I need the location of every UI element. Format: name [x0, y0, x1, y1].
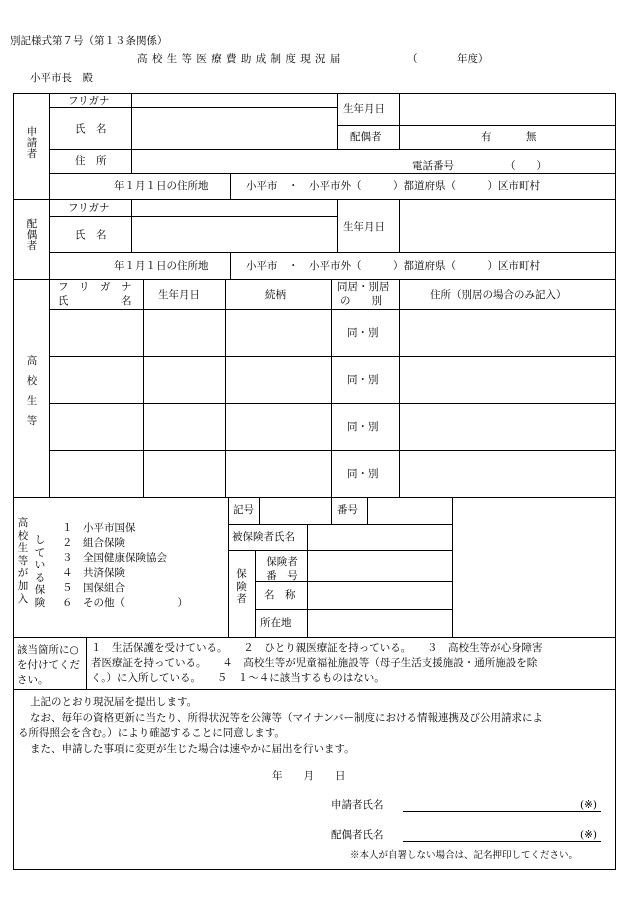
insured-name-label: 被保険者氏名 [232, 531, 295, 543]
students-col-birthdate: 生年月日 [158, 289, 200, 301]
insurance-label-col2: している保険 [34, 534, 46, 609]
spouse-furigana-label: フリガナ [68, 202, 110, 214]
students-col-cohab-1: 同居・別居 [337, 281, 390, 293]
spouse-section-label: 配 偶 者 [26, 218, 38, 253]
form-title: 高 校 生 等 医 療 費 助 成 制 度 現 況 届 [137, 53, 341, 65]
phone-label: 電話番号 [412, 160, 454, 172]
student-row-1-cohab[interactable]: 同・別 [347, 327, 379, 339]
students-col-address: 住所（別居の場合のみ記入） [430, 289, 567, 301]
conditions-line-3: く。）に入所している。 ５ １～４に該当するものはない。 [91, 672, 385, 684]
conditions-line-2: 者医療証を持っている。 ４ 高校生等が児童福祉施設等（母子生活支援施設・通所施設を除 [91, 657, 538, 669]
insurance-label-col1: 高校生等が加入 [17, 517, 29, 605]
applicant-jan1-options: 小平市 ・ 小平市外（ ）都道府県（ ）区市町村 [246, 180, 540, 192]
spouse-sign-line[interactable] [403, 841, 601, 842]
spouse-jan1-label: 年１月１日の住所地 [114, 260, 209, 272]
applicant-name-label: 氏 名 [75, 123, 107, 135]
conditions-label: 該当箇所に○を付けてください。 [17, 644, 80, 687]
declaration-p3: また、申請した事項に変更が生じた場合は速やかに届出を行います。 [30, 743, 355, 755]
students-col-name: 氏 名 [58, 295, 132, 307]
insurance-option-3[interactable]: ３ 全国健康保険協会 [62, 552, 167, 564]
applicant-address-label: 住 所 [75, 155, 107, 167]
insurance-option-6[interactable]: ６ その他（ ） [62, 597, 188, 609]
spouse-yes-option[interactable]: 有 [481, 131, 492, 143]
students-col-cohab-2: の 別 [340, 295, 382, 307]
kigou-label: 記号 [233, 504, 254, 516]
insurance-option-1[interactable]: １ 小平市国保 [62, 522, 136, 534]
insurance-option-2[interactable]: ２ 組合保険 [62, 537, 125, 549]
spouse-sign-label: 配偶者氏名 [331, 829, 384, 841]
fiscal-year-label: 年度） [457, 53, 489, 65]
applicant-sign-label: 申請者氏名 [331, 799, 384, 811]
applicant-birthdate-label: 生年月日 [343, 103, 385, 115]
signature-note: ※本人が自署しない場合は、記名押印してください。 [350, 850, 579, 861]
declaration-p2b: る所得照会を含む。）により確認することに同意します。 [18, 727, 285, 739]
applicant-sign-line[interactable] [403, 811, 601, 812]
spouse-no-option[interactable]: 無 [526, 131, 537, 143]
applicant-furigana-label: フリガナ [68, 95, 110, 107]
spouse-sign-mark: (※) [580, 829, 597, 841]
applicant-section-label: 申 請 者 [26, 126, 38, 161]
students-col-relation: 続柄 [265, 289, 286, 301]
student-row-2-cohab[interactable]: 同・別 [347, 374, 379, 386]
applicant-jan1-label: 年１月１日の住所地 [114, 180, 209, 192]
declaration-p2a: なお、毎年の資格更新に当たり、所得状況等を公簿等（マイナンバー制度における情報連携及び公用請求によ [30, 712, 544, 724]
form-number: 別記様式第７号（第１３条関係） [10, 35, 168, 47]
addressee: 小平市長 殿 [30, 72, 93, 84]
insurer-location-label: 所在地 [260, 617, 292, 629]
spouse-name-label: 氏 名 [75, 229, 107, 241]
bangou-label: 番号 [337, 504, 358, 516]
spouse-birthdate-label: 生年月日 [343, 221, 385, 233]
student-row-3-cohab[interactable]: 同・別 [347, 421, 379, 433]
applicant-sign-mark: (※) [580, 799, 597, 811]
insurer-name-label: 名 称 [264, 589, 296, 601]
phone-paren: （ ） [505, 160, 547, 172]
applicant-spouse-label: 配偶者 [350, 131, 382, 143]
students-col-furigana: フ リ ガ ナ [58, 281, 132, 293]
fiscal-year-open: （ [407, 53, 418, 65]
spouse-jan1-options: 小平市 ・ 小平市外（ ）都道府県（ ）区市町村 [246, 260, 540, 272]
students-section-label: 高 校 生 等 [26, 355, 38, 427]
insurance-option-4[interactable]: ４ 共済保険 [62, 567, 125, 579]
insurer-label: 保 険 者 [236, 568, 247, 606]
declaration-p1: 上記のとおり現況届を提出します。 [30, 696, 198, 708]
insurance-option-5[interactable]: ５ 国保組合 [62, 582, 125, 594]
insurer-number-label: 保険者番 号 [266, 556, 298, 582]
declaration-date: 年 月 日 [272, 770, 346, 782]
student-row-4-cohab[interactable]: 同・別 [347, 468, 379, 480]
conditions-line-1: １ 生活保護を受けている。 ２ ひとり親医療証を持っている。 ３ 高校生等が心身障害 [91, 642, 543, 654]
